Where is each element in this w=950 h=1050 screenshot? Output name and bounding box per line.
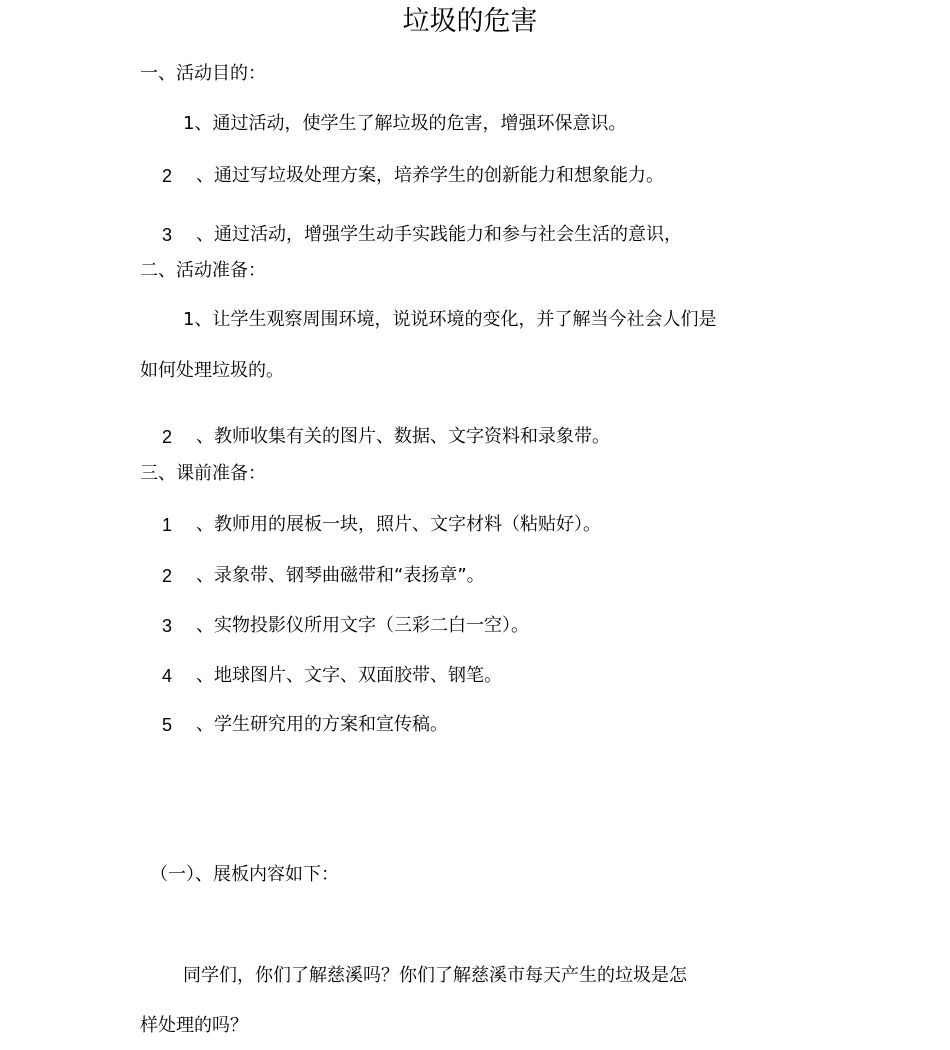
section3-item-number: 3: [162, 616, 173, 636]
section3-item-text: 、地球图片、文字、双面胶带、钢笔。: [196, 665, 502, 686]
section3-heading: 三、课前准备：: [140, 463, 266, 484]
section2-item2-number: 2: [162, 427, 173, 447]
section2-heading: 二、活动准备：: [140, 260, 266, 281]
section1-heading: 一、活动目的：: [140, 63, 266, 84]
document-title: 垃圾的危害: [402, 6, 538, 37]
section1-item2-text: 、通过写垃圾处理方案，培养学生的创新能力和想象能力。: [196, 165, 664, 186]
subsection-heading: （一）、展板内容如下：: [150, 864, 339, 885]
section3-item-text: 、学生研究用的方案和宣传稿。: [196, 714, 448, 735]
subsection-paragraph-line2: 样处理的吗？: [140, 1015, 248, 1036]
section1-item2-number: 2: [162, 166, 173, 186]
section2-item1-line1: 1、让学生观察周围环境，说说环境的变化，并了解当今社会人们是: [183, 309, 717, 330]
section1-item3-text: 、通过活动，增强学生动手实践能力和参与社会生活的意识，: [196, 224, 682, 245]
subsection-paragraph-line1: 同学们，你们了解慈溪吗？你们了解慈溪市每天产生的垃圾是怎: [183, 965, 687, 986]
section3-item-text: 、教师用的展板一块，照片、文字材料（粘贴好）。: [196, 514, 601, 535]
section1-item1: 1、通过活动，使学生了解垃圾的危害，增强环保意识。: [183, 113, 627, 134]
section2-item1-line2: 如何处理垃圾的。: [140, 360, 284, 381]
section1-item3-number: 3: [162, 225, 173, 245]
section2-item2-text: 、教师收集有关的图片、数据、文字资料和录象带。: [196, 426, 610, 447]
section3-item-text: 、实物投影仪所用文字（三彩二白一空）。: [196, 615, 529, 636]
section3-item-text: 、录象带、钢琴曲磁带和“表扬章”。: [196, 565, 485, 586]
section3-item-number: 2: [162, 566, 173, 586]
section3-item-number: 4: [162, 666, 173, 686]
section3-item-number: 1: [162, 515, 173, 535]
section3-item-number: 5: [162, 715, 173, 735]
